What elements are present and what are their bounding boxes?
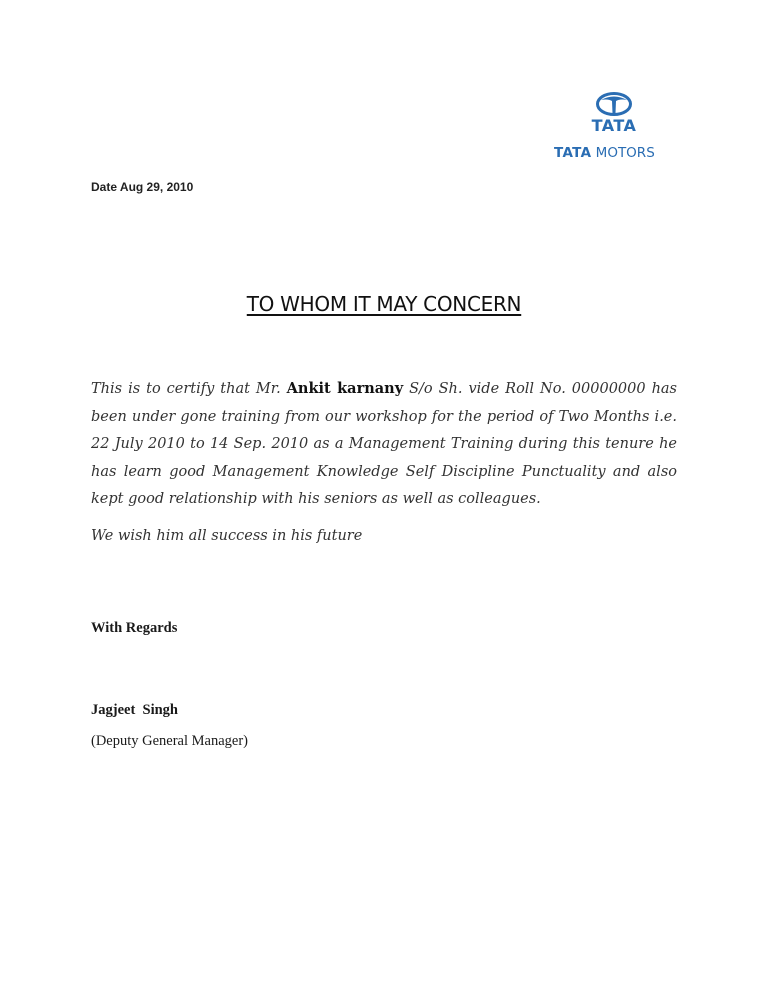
letter-title: TO WHOM IT MAY CONCERN — [246, 292, 522, 316]
tata-motors-logo — [552, 92, 676, 168]
body-intro: This is to certify that Mr. — [91, 381, 287, 397]
signer-designation: (Deputy General Manager) — [91, 733, 249, 749]
logo-brand-text: TATA — [591, 116, 637, 135]
logo-company-name — [554, 145, 678, 161]
logo-company-name-bold: TATA — [554, 145, 592, 161]
trainee-name: Ankit karnany — [286, 380, 404, 397]
logo-company-name-rest: MOTORS — [591, 145, 655, 161]
letter-date: Date Aug 29, 2010 — [91, 180, 194, 194]
body-rest: S/o Sh. vide Roll No. 00000000 has been under gone training from our workshop for the period of Two Months i.e. 22 July 2010 to 14 Sep. 2010 as a Management Training during this tenure he has learn good Management Knowledge Self Discipline Punctuality and also kept good relationship with his seniors as well as colleagues. — [91, 381, 677, 508]
tata-emblem-icon — [596, 92, 632, 116]
signer-name: Jagjeet Singh — [91, 702, 178, 718]
letter-closing: With Regards — [91, 620, 178, 636]
letter-wish: We wish him all success in his future — [91, 528, 363, 544]
letter-body — [91, 375, 677, 514]
